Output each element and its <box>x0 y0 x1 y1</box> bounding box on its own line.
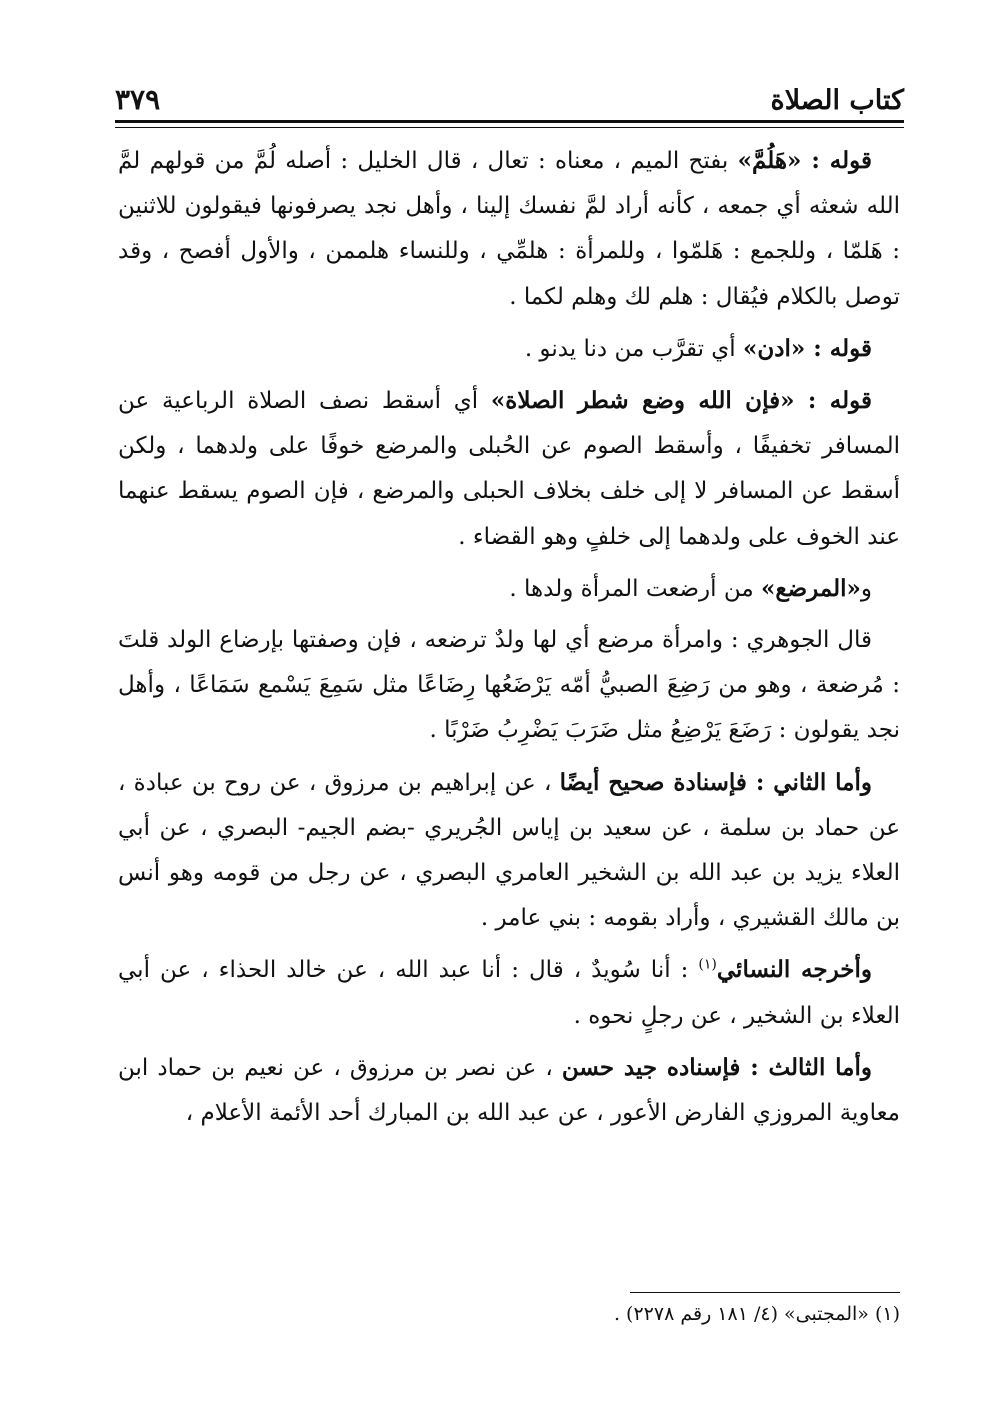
paragraph-lead: قوله : «هَلُمَّ» <box>737 147 872 174</box>
header-rule-thick <box>115 120 904 123</box>
paragraph-jawhari <box>118 618 900 754</box>
page-number: ٣٧٩ <box>115 83 161 116</box>
paragraph-text: ، عن إبراهيم بن مرزوق ، عن روح بن عبادة ، عن حماد بن سلمة ، عن سعيد بن إياس الجُريري -بضم الجيم- البصري ، عن أبي العلاء يزيد بن عبد الله بن الشخير العامري البصري ، عن رجل من قومه وهو أنس بن مالك القشيري ، وأراد بقومه : بني عامر . <box>118 769 900 932</box>
paragraph-lead: وأما الثالث : فإسناده جيد حسن <box>561 1053 872 1081</box>
footnote-separator <box>630 1292 900 1293</box>
paragraph-text: قال الجوهري : وامرأة مرضع أي لها ولدٌ ترضعه ، فإن وصفتها بإرضاع الولد قلتَ : مُرضعة ، وهو من رَضِعَ الصبيُّ أمّه يَرْضَعُها رِضَاعًا مثل سَمِعَ يَسْمع سَمَاعًا ، وأهل نجد يقولون : رَضَعَ يَرْضِعُ مثل ضَرَبَ يَضْرِبُ ضَرْبًا . <box>118 627 900 744</box>
paragraph-text: ، عن نصر بن مرزوق ، عن نعيم بن حماد ابن معاوية المروزي الفارض الأعور ، عن عبد الله بن المبارك أحد الأئمة الأعلام ، <box>118 1054 900 1127</box>
paragraph-murdi <box>118 566 900 612</box>
paragraph-text: أي تقرَّب من دنا يدنو . <box>524 335 743 362</box>
paragraph-text: من أرضعت المرأة ولدها . <box>509 575 761 602</box>
paragraph-shatr-salah <box>118 378 900 560</box>
footnote: (١) «المجتبى» (٤/ ١٨١ رقم ٢٢٧٨) . <box>613 1303 900 1325</box>
paragraph-lead: «المرضع» <box>760 574 861 602</box>
paragraph-prefix: و <box>860 575 872 602</box>
paragraph-nasai <box>118 947 900 1038</box>
body-text <box>118 138 900 1142</box>
page-header <box>115 70 904 116</box>
paragraph-second-isnad <box>118 760 900 942</box>
paragraph-udnu <box>118 326 900 372</box>
paragraph-halumma <box>118 138 900 320</box>
header-rule-thin <box>115 127 904 128</box>
paragraph-text: بفتح الميم ، معناه : تعال ، قال الخليل : أصله لُمَّ من قولهم لمَّ الله شعثه أي جمعه ، كأنه أراد لمَّ نفسك إلينا ، وأهل نجد يصرفونها فيقولون للاثنين : هَلمّا ، وللجمع : هَلمّوا ، وللمرأة : هلمِّي ، وللنساء هلممن ، والأول أفصح ، وقد توصل بالكلام فيُقال : هلم لك وهلم لكما . <box>118 148 900 310</box>
paragraph-lead: قوله : «فإن الله وضع شطر الصلاة» <box>490 387 873 415</box>
paragraph-third-isnad <box>118 1045 900 1136</box>
paragraph-text: أي أسقط نصف الصلاة الرباعية عن المسافر تخفيفًا ، وأسقط الصوم عن الحُبلى والمرضع خوفًا على ولدهما ، ولكن أسقط عن المسافر لا إلى خلف بخلاف الحبلى والمرضع ، فإن الصوم يسقط عنهما عند الخوف على ولدهما إلى خلفٍ وهو القضاء . <box>118 388 900 550</box>
running-title: كتاب الصلاة <box>770 85 904 116</box>
paragraph-lead: وأخرجه النسائي <box>716 956 872 984</box>
paragraph-text: : أنا سُويدٌ ، قال : أنا عبد الله ، عن خالد الحذاء ، عن أبي العلاء بن الشخير ، عن رجلٍ نحوه . <box>118 957 900 1029</box>
paragraph-lead: قوله : «ادن» <box>743 334 872 362</box>
paragraph-lead: وأما الثاني : فإسنادة صحيح أيضًا <box>559 768 872 796</box>
footnote-marker[interactable]: (١) <box>698 956 717 973</box>
